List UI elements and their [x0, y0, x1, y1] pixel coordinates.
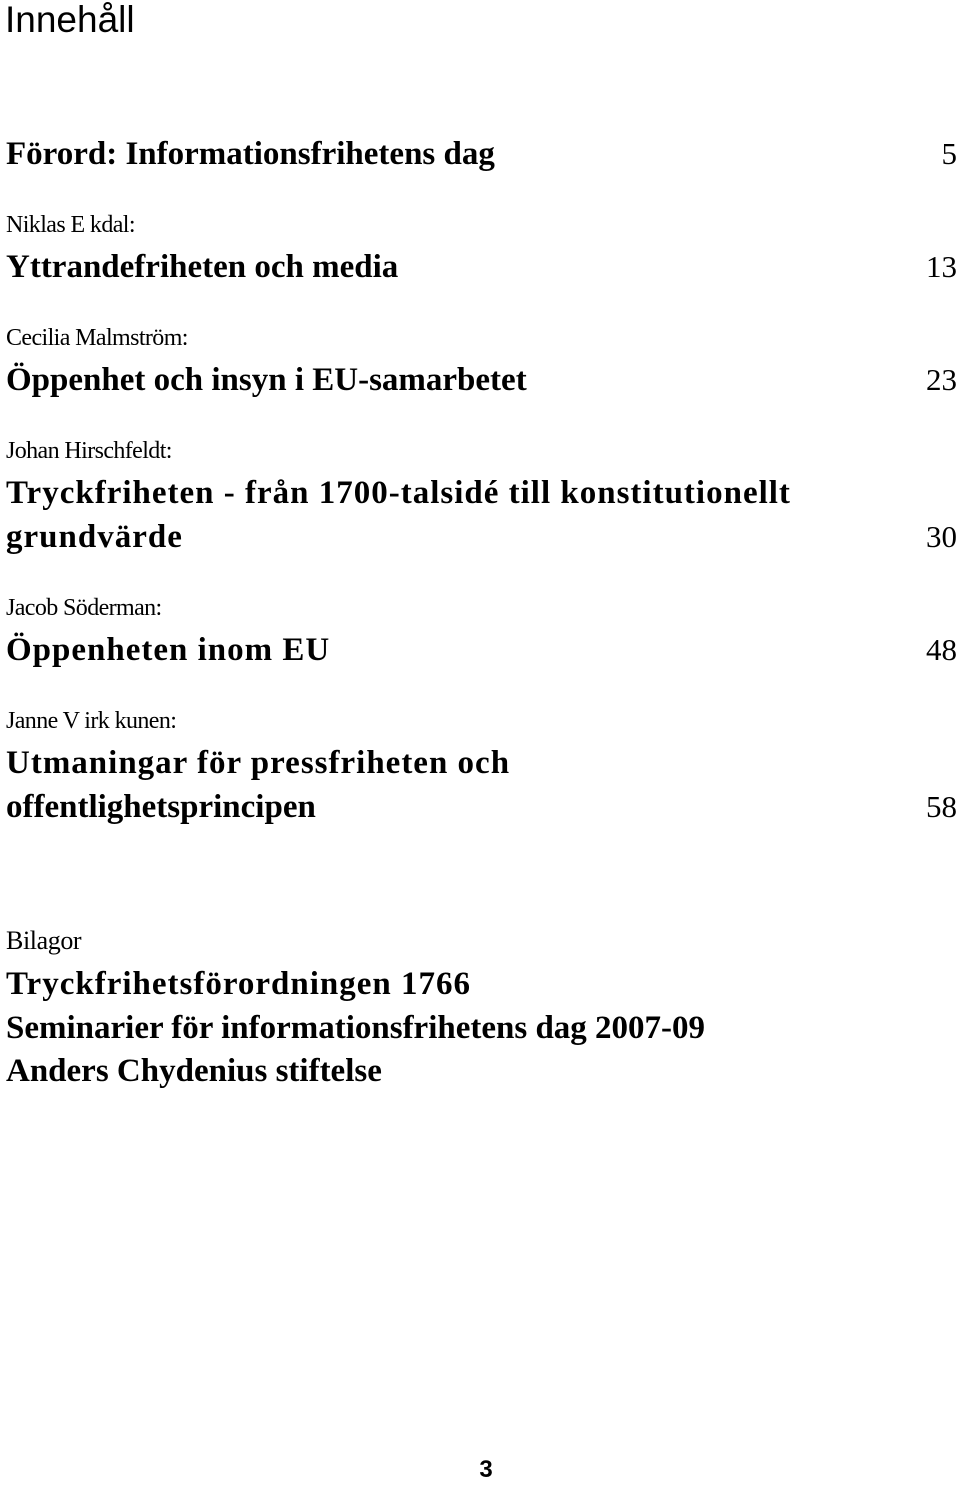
toc-entry-page: 30 [926, 519, 957, 554]
appendix-item: Anders Chydenius stiftelse [6, 1053, 382, 1089]
toc-entry-foreword-page: 5 [941, 136, 957, 171]
toc-entry-title-continued: grundvärde [6, 519, 183, 555]
toc-entry-foreword-title: Förord: Informationsfrihetens dag [6, 136, 495, 172]
page-title: Innehåll [5, 0, 135, 40]
toc-entry-author: Cecilia Malmström: [6, 325, 188, 351]
toc-entry-title: Öppenheten inom EU [6, 632, 331, 668]
toc-entry-title-continued: offentlighetsprincipen [6, 789, 316, 825]
toc-entry-author: Johan Hirschfeldt: [6, 438, 172, 464]
page-number: 3 [479, 1456, 493, 1483]
toc-entry-author: Janne V irk kunen: [6, 708, 177, 734]
toc-entry-title: Yttrandefriheten och media [6, 249, 399, 285]
toc-entry-author: Jacob Söderman: [6, 595, 162, 621]
toc-entry-page: 23 [926, 362, 957, 397]
appendices-label: Bilagor [6, 926, 82, 955]
toc-entry-page: 48 [926, 632, 957, 667]
toc-entry-page: 13 [926, 249, 957, 284]
toc-entry-page: 58 [926, 789, 957, 824]
toc-entry-author: Niklas E kdal: [6, 212, 135, 238]
appendix-item: Tryckfrihetsförordningen 1766 [6, 966, 472, 1002]
toc-entry-title: Tryckfriheten - från 1700-talsidé till konstitutionellt [6, 475, 791, 511]
toc-entry-title: Utmaningar för pressfriheten och [6, 745, 511, 781]
appendix-item: Seminarier för informationsfrihetens dag 2007-09 [6, 1010, 706, 1046]
toc-entry-title: Öppenhet och insyn i EU-samarbetet [6, 362, 527, 398]
